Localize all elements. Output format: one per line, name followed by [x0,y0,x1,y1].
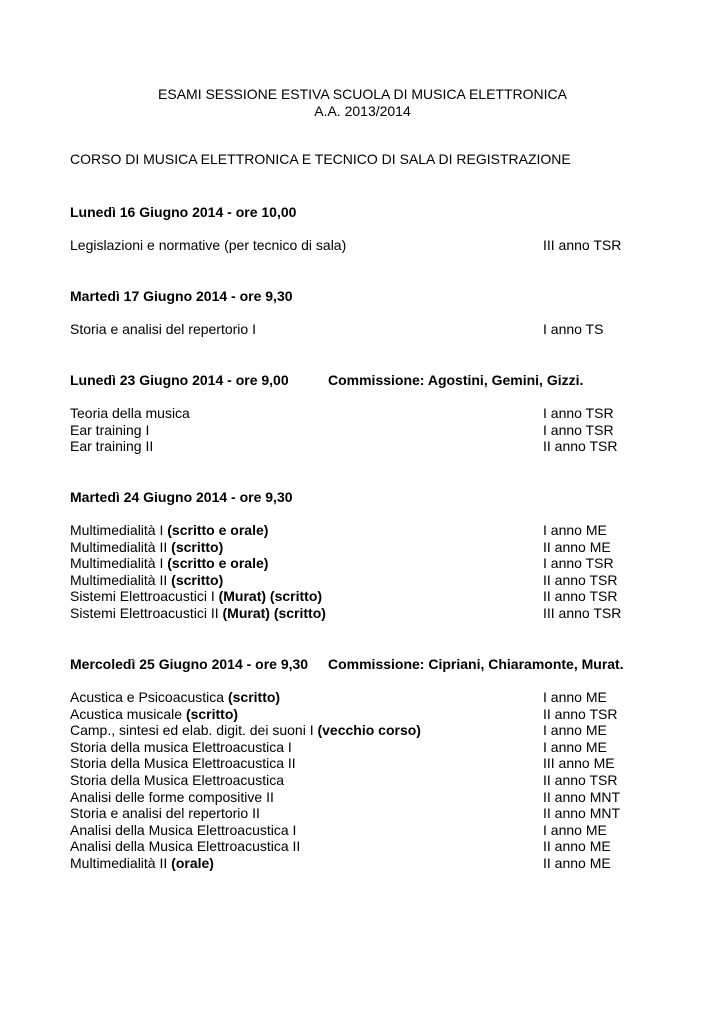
exam-subject: Sistemi Elettroacustici I [70,588,215,605]
exam-subject: Ear training II [70,438,154,455]
exam-year: I anno TSR [543,555,614,572]
exam-subject: Multimedialità I [70,555,164,572]
exam-year: II anno ME [543,538,611,555]
exam-date: Martedì 17 Giugno 2014 - ore 9,30 [70,288,293,304]
exam-year: III anno ME [543,755,615,772]
exam-date-line [70,372,630,389]
exam-section [70,489,630,622]
exam-commission: Commissione: Cipriani, Chiaramonte, Murat. [328,656,624,672]
exam-commission: Commissione: Agostini, Gemini, Gizzi. [328,372,584,388]
exam-date: Mercoledì 25 Giugno 2014 - ore 9,30 [70,656,309,672]
exam-row [70,755,630,772]
exam-list [70,237,630,254]
exam-row [70,772,630,789]
exam-subject: Ear training I [70,421,150,438]
exam-note: (Murat) (scritto) [218,588,323,605]
exam-year: II anno TSR [543,571,618,588]
exam-note: (scritto) [185,705,239,722]
exam-row [70,555,630,572]
exam-year: III anno TSR [543,237,622,253]
exam-year: II anno ME [543,838,611,855]
exam-subject: Multimedialità II [70,538,168,555]
exam-note: (scritto e orale) [167,555,269,572]
exam-subject: Multimedialità II [70,854,168,871]
exam-year: II anno MNT [543,788,621,805]
exam-row [70,539,630,556]
exam-year: I anno ME [543,722,607,739]
exam-subject: Legislazioni e normative (per tecnico di sala) [70,237,347,253]
exam-subject: Sistemi Elettroacustici II [70,604,219,621]
exam-subject: Multimedialità II [70,571,168,588]
exam-note: (scritto e orale) [167,522,269,538]
exam-row [70,522,630,539]
exam-date: Martedì 24 Giugno 2014 - ore 9,30 [70,489,293,505]
exam-row [70,588,630,605]
exam-note: (vecchio corso) [317,722,421,739]
exam-year: II anno MNT [543,805,621,822]
exam-row [70,822,630,839]
exam-subject: Analisi delle forme compositive II [70,788,274,805]
exam-subject: Storia della Musica Elettroacustica II [70,755,296,772]
exam-row [70,405,630,422]
exam-subject: Storia e analisi del repertorio I [70,321,256,337]
exam-date: Lunedì 23 Giugno 2014 - ore 9,00 [70,372,289,388]
exam-row [70,572,630,589]
exam-subject: Teoria della musica [70,405,190,421]
exam-row [70,422,630,439]
exam-note: (scritto) [227,689,281,705]
exam-subject: Analisi della Musica Elettroacustica I [70,821,297,838]
exam-year: I anno ME [543,689,607,705]
exam-row [70,237,630,254]
exam-row [70,805,630,822]
exam-row [70,855,630,872]
exam-section [70,656,630,872]
exam-list [70,689,630,872]
exam-row [70,722,630,739]
exam-subject: Acustica musicale [70,705,183,722]
exam-subject: Storia e analisi del repertorio II [70,805,260,822]
exam-note: (Murat) (scritto) [222,604,326,621]
exam-row [70,789,630,806]
exam-list [70,321,630,338]
exam-list [70,405,630,455]
exam-section [70,372,630,455]
exam-row [70,438,630,455]
exam-subject: Camp., sintesi ed elab. digit. dei suoni I [70,722,314,739]
exam-year: II anno ME [543,854,611,871]
exam-date: Lunedì 16 Giugno 2014 - ore 10,00 [70,204,297,220]
exam-list [70,522,630,622]
exam-subject: Storia della Musica Elettroacustica [70,771,284,788]
exam-section [70,204,630,254]
exam-row [70,706,630,723]
exam-year: I anno ME [543,522,607,538]
exam-year: I anno TSR [543,421,614,438]
exam-year: II anno TSR [543,705,618,722]
exam-year: II anno TSR [543,588,618,605]
exam-row [70,605,630,622]
exam-row [70,689,630,706]
exam-year: II anno TSR [543,771,618,788]
document-title: ESAMI SESSIONE ESTIVA SCUOLA DI MUSICA ELETTRONICA [158,86,567,102]
academic-year: A.A. 2013/2014 [314,103,411,119]
exam-subject: Multimedialità I [70,522,164,538]
course-title: CORSO DI MUSICA ELETTRONICA E TECNICO DI SALA DI REGISTRAZIONE [70,151,571,167]
exam-note: (orale) [171,854,214,871]
exam-year: I anno ME [543,738,607,755]
exam-subject: Analisi della Musica Elettroacustica II [70,838,301,855]
exam-year: I anno ME [543,821,607,838]
exam-year: I anno TSR [543,405,614,421]
exam-note: (scritto) [171,538,224,555]
exam-row [70,838,630,855]
exam-year: III anno TSR [543,604,622,621]
title-block [0,86,725,120]
exam-row [70,739,630,756]
exam-row [70,321,630,338]
exam-note: (scritto) [171,571,224,588]
exam-year: I anno TS [543,321,604,337]
exam-subject: Storia della musica Elettroacustica I [70,738,292,755]
exam-year: II anno TSR [543,438,618,455]
exam-subject: Acustica e Psicoacustica [70,689,225,705]
exam-section [70,288,630,338]
exam-date-line [70,656,630,673]
